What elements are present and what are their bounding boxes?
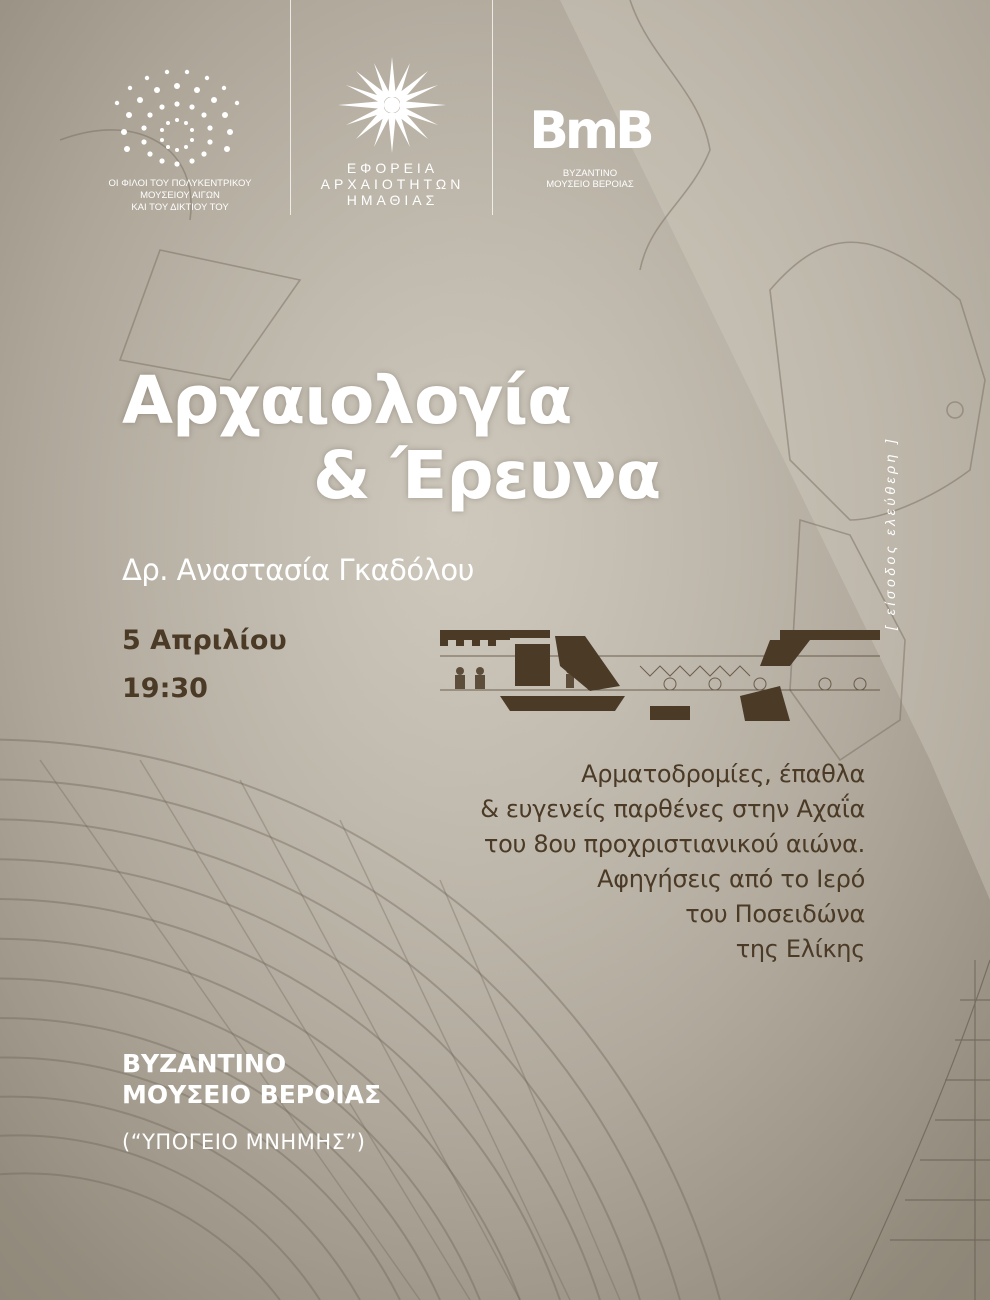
event-title-line-1: Αρχαιολογία [122,362,572,439]
friends-logo-text: ΟΙ ΦΙΛΟΙ ΤΟΥ ΠΟΛΥΚΕΝΤΡΙΚΟΥ ΜΟΥΣΕΙΟΥ ΑΙΓΩΝ ΚΑΙ ΤΟΥ ΔΙΚΤΙΟΥ ΤΟΥ [108,178,252,213]
header-divider-right [492,0,493,215]
header-logos [0,0,990,230]
event-time: 19:30 [122,673,208,704]
description-line: της Ελίκης [735,935,865,963]
venue-name: ΒΥΖΑΝΤΙΝΟ ΜΟΥΣΕΙΟ ΒΕΡΟΙΑΣ [122,1049,382,1109]
event-description [345,757,865,967]
bmb-logo: BmB [529,101,651,161]
vergina-star-icon [336,55,448,155]
venue-location-detail: (“ΥΠΟΓΕΙΟ ΜΝΗΜΗΣ”) [122,1130,366,1154]
event-title-line-2: & Έρευνα [313,437,661,514]
ephoria-logo-text: ΕΦΟΡΕΙΑ ΑΡΧΑΙΟΤΗΤΩΝ ΗΜΑΘΙΑΣ [320,160,465,208]
free-entry-note: [ είσοδος ελεύθερη ] [882,436,898,630]
dotted-sun-ring-icon [112,68,242,168]
header-divider-left [290,0,291,215]
description-line: του Ποσειδώνα [685,900,865,928]
description-line: του 8ου προχριστιανικού αιώνα. [483,830,865,858]
event-date: 5 Απριλίου [122,625,287,656]
description-line: Αρματοδρομίες, έπαθλα [581,760,865,788]
bmb-logo-text: ΒΥΖΑΝΤΙΝΟ ΜΟΥΣΕΙΟ ΒΕΡΟΙΑΣ [546,168,634,190]
description-line: Αφηγήσεις από το Ιερό [597,865,865,893]
description-line: & ευγενείς παρθένες στην Αχαΐα [480,795,865,823]
geometric-vase-frieze-illustration [440,626,880,726]
speaker-name: Δρ. Αναστασία Γκαδόλου [122,553,474,587]
